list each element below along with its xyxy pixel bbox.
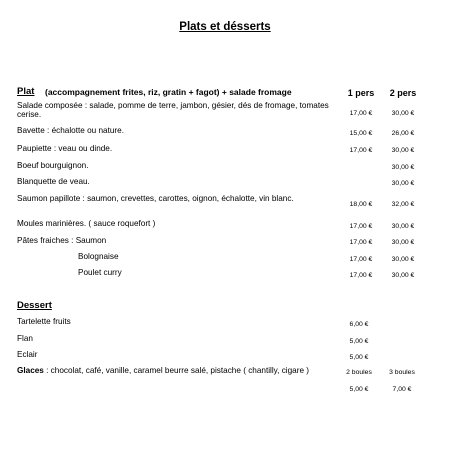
price-1-pers: 5,00 €: [349, 338, 369, 345]
price-1-pers: 17,00 €: [349, 110, 373, 117]
dessert-heading: Dessert: [17, 300, 52, 311]
menu-item-pates-poulet-curry: Poulet curry: [78, 268, 122, 277]
price-1-pers: 18,00 €: [349, 201, 373, 208]
price-2-pers: 26,00 €: [391, 130, 415, 137]
price-2-pers: 30,00 €: [391, 256, 415, 263]
price-2-pers: 30,00 €: [391, 110, 415, 117]
menu-item-salade-composee: Salade composée : salade, pomme de terre, jambon, gésier, dés de fromage, tomates cerise.: [17, 101, 329, 120]
price-2-pers: 30,00 €: [391, 180, 415, 187]
menu-item-paupiette: Paupiette : veau ou dinde.: [17, 144, 113, 153]
price-2-pers: 30,00 €: [391, 223, 415, 230]
glaces-column-2-boules: 2 boules: [346, 369, 372, 376]
price-1-pers: 17,00 €: [349, 239, 373, 246]
price-1-pers: 5,00 €: [349, 354, 369, 361]
glaces-label: Glaces: [17, 366, 44, 375]
price-1-pers: 15,00 €: [349, 130, 373, 137]
menu-item-glaces: [17, 366, 337, 375]
price-1-pers: 17,00 €: [349, 147, 373, 154]
menu-item-pates-bolognaise: Bolognaise: [78, 252, 119, 261]
plat-heading: Plat: [17, 86, 35, 97]
price-2-pers: 30,00 €: [391, 239, 415, 246]
price-1-pers: 17,00 €: [349, 223, 373, 230]
column-header-1-pers: 1 pers: [347, 88, 375, 98]
price-2-boules: 5,00 €: [349, 386, 369, 393]
price-1-pers: 17,00 €: [349, 256, 373, 263]
glaces-description: : chocolat, café, vanille, caramel beurre salé, pistache ( chantilly, cigare ): [43, 366, 310, 375]
price-1-pers: 17,00 €: [349, 272, 373, 279]
price-2-pers: 30,00 €: [391, 272, 415, 279]
plat-accompaniment-note: (accompagnement frites, riz, gratin + fagot) + salade fromage: [45, 87, 292, 97]
price-2-pers: 32,00 €: [391, 201, 415, 208]
menu-item-pates-fraiches-saumon: Pâtes fraiches : Saumon: [17, 236, 107, 245]
menu-item-flan: Flan: [17, 334, 33, 343]
menu-item-blanquette-de-veau: Blanquette de veau.: [17, 177, 90, 186]
glaces-column-3-boules: 3 boules: [389, 369, 415, 376]
menu-item-moules-marinieres: Moules marinières. ( sauce roquefort ): [17, 219, 156, 228]
menu-item-tartelette-fruits: Tartelette fruits: [17, 317, 71, 326]
price-3-boules: 7,00 €: [392, 386, 412, 393]
menu-item-bavette: Bavette : échalotte ou nature.: [17, 126, 124, 135]
page-title: Plats et désserts: [179, 21, 271, 33]
menu-item-eclair: Eclair: [17, 350, 38, 359]
price-2-pers: 30,00 €: [391, 164, 415, 171]
column-header-2-pers: 2 pers: [389, 88, 417, 98]
menu-item-saumon-papillote: Saumon papillote : saumon, crevettes, carottes, oignon, échalotte, vin blanc.: [17, 194, 294, 203]
menu-item-boeuf-bourguignon: Boeuf bourguignon.: [17, 161, 89, 170]
price-1-pers: 6,00 €: [349, 321, 369, 328]
price-2-pers: 30,00 €: [391, 147, 415, 154]
